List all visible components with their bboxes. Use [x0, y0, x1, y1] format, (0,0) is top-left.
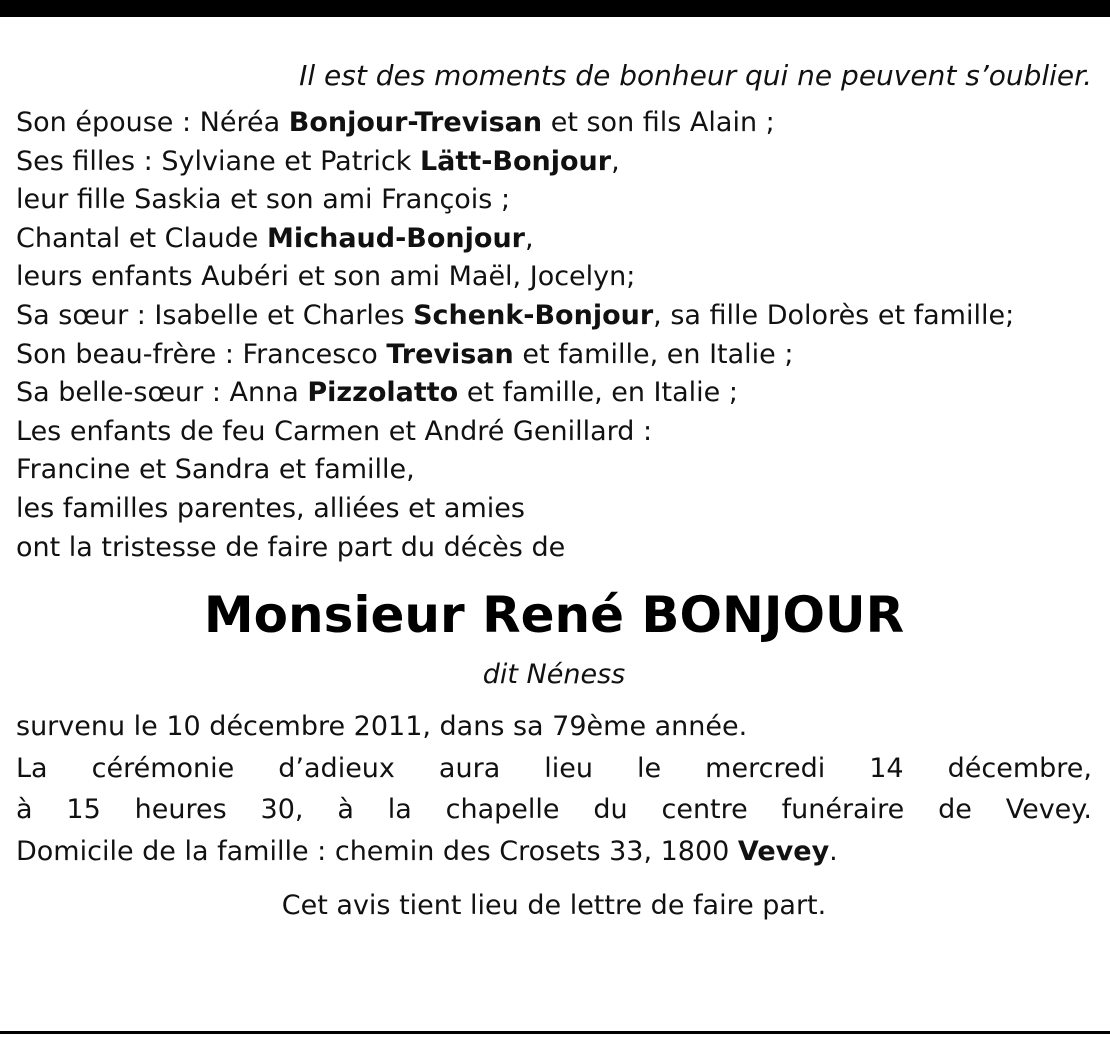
- epigraph: Il est des moments de bonheur qui ne peuvent s’oublier.: [299, 59, 1092, 92]
- family-surname: Michaud-Bonjour: [266, 222, 525, 254]
- family-surname: Lätt-Bonjour: [419, 145, 612, 177]
- family-line: Les enfants de feu Carmen et André Genillard :: [16, 415, 653, 447]
- family-line: Chantal et Claude Michaud-Bonjour,: [16, 222, 534, 254]
- family-surname: Trevisan: [386, 338, 514, 370]
- family-surname: Bonjour-Trevisan: [288, 107, 543, 138]
- ceremony-line: à 15 heures 30, à la chapelle du centre funéraire de Vevey.: [16, 794, 1092, 826]
- domicile-line: Domicile de la famille : chemin des Crosets 33, 1800 Vevey.: [16, 835, 838, 867]
- deceased-nickname: dit Néness: [482, 659, 626, 691]
- family-line: ont la tristesse de faire part du décès de: [16, 531, 566, 563]
- family-line: leurs enfants Aubéri et son ami Maël, Jocelyn;: [16, 261, 636, 293]
- family-line: Son beau-frère : Francesco Trevisan et famille, en Italie ;: [16, 338, 794, 370]
- ceremony-details: [16, 706, 1092, 872]
- family-line: Ses filles : Sylviane et Patrick Lätt-Bonjour,: [16, 145, 620, 177]
- death-date-line: survenu le 10 décembre 2011, dans sa 79ème année.: [16, 711, 748, 743]
- ceremony-line: La cérémonie d’adieux aura lieu le mercredi 14 décembre,: [16, 752, 1092, 784]
- obituary-notice: [16, 52, 1092, 926]
- family-surname: Pizzolatto: [307, 377, 459, 409]
- family-line: Sa belle-sœur : Anna Pizzolatto et famille, en Italie ;: [16, 377, 738, 409]
- closing-note: Cet avis tient lieu de lettre de faire part.: [281, 890, 827, 922]
- top-border-rule: [0, 0, 1110, 17]
- family-line: leur fille Saskia et son ami François ;: [16, 184, 511, 216]
- family-list: [16, 104, 1092, 567]
- family-line: Sa sœur : Isabelle et Charles Schenk-Bonjour, sa fille Dolorès et famille;: [16, 299, 1015, 331]
- family-surname: Schenk-Bonjour: [413, 299, 654, 331]
- family-line: les familles parentes, alliées et amies: [16, 492, 525, 524]
- family-line: Francine et Sandra et famille,: [16, 454, 415, 486]
- domicile-city: Vevey: [737, 835, 830, 867]
- family-line: Son épouse : Néréa Bonjour-Trevisan et son fils Alain ;: [16, 107, 775, 138]
- bottom-border-rule: [0, 1031, 1110, 1034]
- deceased-name: Monsieur René BONJOUR: [203, 586, 905, 645]
